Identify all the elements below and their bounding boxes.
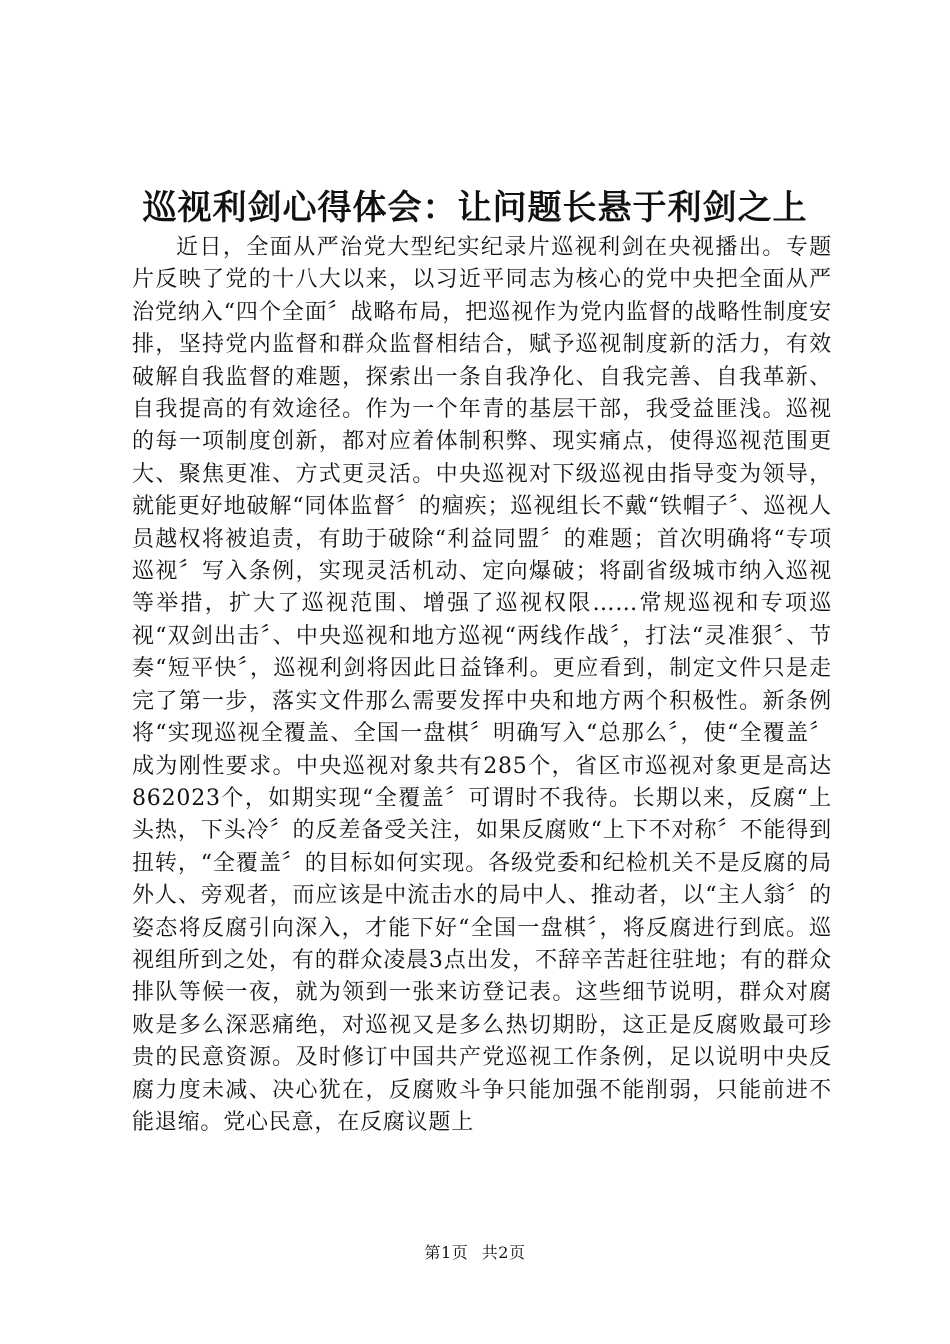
page-number: 第1页: [424, 1243, 469, 1262]
document-title: 巡视利剑心得体会：让问题长悬于利剑之上: [142, 188, 808, 228]
page-footer: [0, 1242, 950, 1264]
page-total: 共2页: [481, 1243, 526, 1262]
body-paragraph: 近日，全面从严治党大型纪实纪录片巡视利剑在央视播出。专题片反映了党的十八大以来，以习近平同志为核心的党中央把全面从严治党纳入“四个全面〞战略布局，把巡视作为党内监督的战略性制度安排，坚持党内监督和群众监督相结合，赋予巡视制度新的活力，有效破解自我监督的难题，探索出一条自我净化、自我完善、自我革新、自我提高的有效途径。作为一个年青的基层干部，我受益匪浅。巡视的每一项制度创新，都对应着体制积弊、现实痛点，使得巡视范围更大、聚焦更准、方式更灵活。中央巡视对下级巡视由指导变为领导，就能更好地破解“同体监督〞的痼疾；巡视组长不戴“铁帽子〞、巡视人员越权将被追责，有助于破除“利益同盟〞的难题；首次明确将“专项巡视〞写入条例，实现灵活机动、定向爆破；将副省级城市纳入巡视等举措，扩大了巡视范围、增强了巡视权限……常规巡视和专项巡视“双剑出击〞、中央巡视和地方巡视“两线作战〞，打法“灵准狠〞、节奏“短平快〞，巡视利剑将因此日益锋利。更应看到，制定文件只是走完了第一步，落实文件那么需要发挥中央和地方两个积极性。新条例将“实现巡视全覆盖、全国一盘棋〞明确写入“总那么〞，使“全覆盖〞成为刚性要求。中央巡视对象共有285个，省区市巡视对象更是高达862023个，如期实现“全覆盖〞可谓时不我待。长期以来，反腐“上头热，下头冷〞的反差备受关注，如果反腐败“上下不对称〞不能得到扭转，“全覆盖〞的目标如何实现。各级党委和纪检机关不是反腐的局外人、旁观者，而应该是中流击水的局中人、推动者，以“主人翁〞的姿态将反腐引向深入，才能下好“全国一盘棋〞，将反腐进行到底。巡视组所到之处，有的群众凌晨3点出发，不辞辛苦赶往驻地；有的群众排队等候一夜，就为领到一张来访登记表。这些细节说明，群众对腐败是多么深恶痛绝，对巡视又是多么热切期盼，这正是反腐败最可珍贵的民意资源。及时修订中国共产党巡视工作条例，足以说明中央反腐力度未减、决心犹在，反腐败斗争只能加强不能削弱，只能前进不能退缩。党心民意，在反腐议题上: [132, 235, 832, 1135]
